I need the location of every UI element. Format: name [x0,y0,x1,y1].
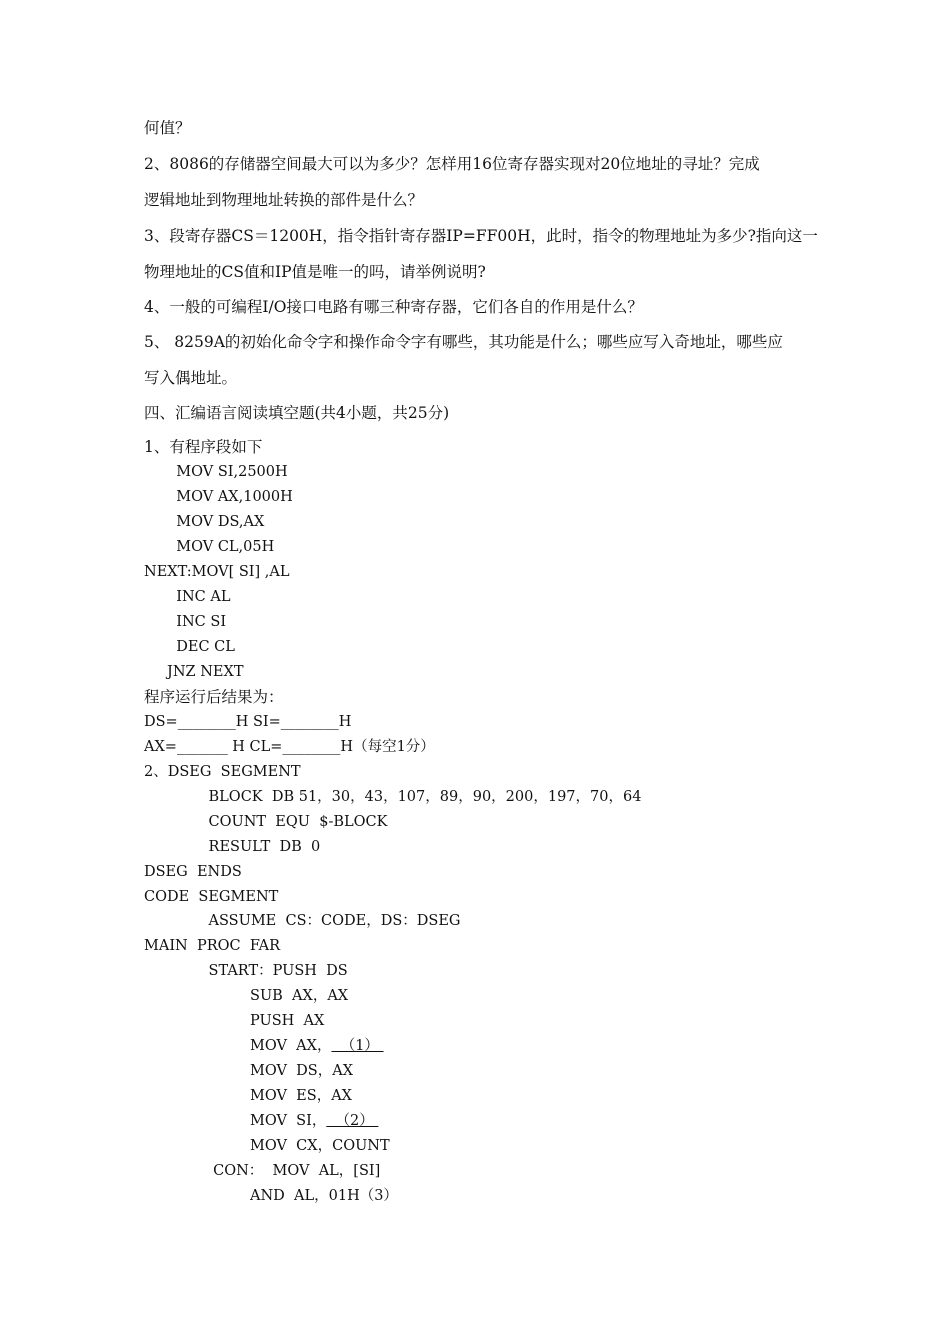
code-line: MOV SI,2500H [144,464,288,480]
answer-line: DS=________H SI=________H [144,714,352,730]
text-line: 2、8086的存储器空间最大可以为多少？怎样用16位寄存器实现对20位地址的寻址？完成 [144,155,760,173]
question-heading: 1、有程序段如下 [144,438,263,456]
text-line: 5、 8259A的初始化命令字和操作命令字有哪些，其功能是什么；哪些应写入奇地址，哪些应 [144,333,783,351]
code-line: RESULT DB 0 [144,839,321,855]
code-line: START：PUSH DS [144,963,348,979]
text-line: 逻辑地址到物理地址转换的部件是什么？ [144,191,424,209]
code-line: MAIN PROC FAR [144,938,281,954]
code-line: DEC CL [144,639,235,655]
code-line: JNZ NEXT [144,664,244,680]
code-line-with-blank [144,1036,384,1056]
code-line: INC AL [144,589,231,605]
text-line: 物理地址的CS值和IP值是唯一的吗，请举例说明? [144,263,486,281]
code-line: COUNT EQU $-BLOCK [144,814,388,830]
question-heading: 2、DSEG SEGMENT [144,764,301,780]
code-line: ASSUME CS：CODE，DS：DSEG [144,913,461,929]
code-line: MOV CL,05H [144,539,275,555]
code-line: PUSH AX [144,1013,325,1029]
section-heading: 四、汇编语言阅读填空题(共4小题，共25分) [144,404,450,422]
code-line: NEXT:MOV[ SI] ,AL [144,564,290,580]
code-text: MOV SI， [144,1113,327,1129]
text-line: 程序运行后结果为： [144,688,284,706]
code-text: MOV AX， [144,1038,332,1054]
code-line-with-blank [144,1111,378,1131]
code-line: MOV AX,1000H [144,489,293,505]
code-line: BLOCK DB 51，30，43，107，89，90，200，197，70，64 [144,789,642,805]
code-line: MOV DS，AX [144,1063,354,1079]
code-line: AND AL，01H（3） [144,1188,398,1204]
code-line: CON： MOV AL，[SI] [144,1163,381,1179]
fill-blank-2: （2） [326,1113,379,1129]
code-line: INC SI [144,614,227,630]
code-line: MOV ES，AX [144,1088,352,1104]
code-line: DSEG ENDS [144,864,242,880]
text-line: 何值？ [144,119,191,137]
code-line: SUB AX，AX [144,988,349,1004]
code-line: MOV CX，COUNT [144,1138,390,1154]
answer-line: AX=_______ H CL=________H（每空1分） [144,739,435,755]
code-line: MOV DS,AX [144,514,265,530]
text-line: 4、一般的可编程I/O接口电路有哪三种寄存器，它们各自的作用是什么？ [144,298,643,316]
text-line: 写入偶地址。 [144,369,238,387]
fill-blank-1: （1） [331,1038,384,1054]
text-line: 3、段寄存器CS＝1200H，指令指针寄存器IP=FF00H，此时，指令的物理地址为多少?指向这一 [144,227,818,245]
code-line: CODE SEGMENT [144,889,279,905]
